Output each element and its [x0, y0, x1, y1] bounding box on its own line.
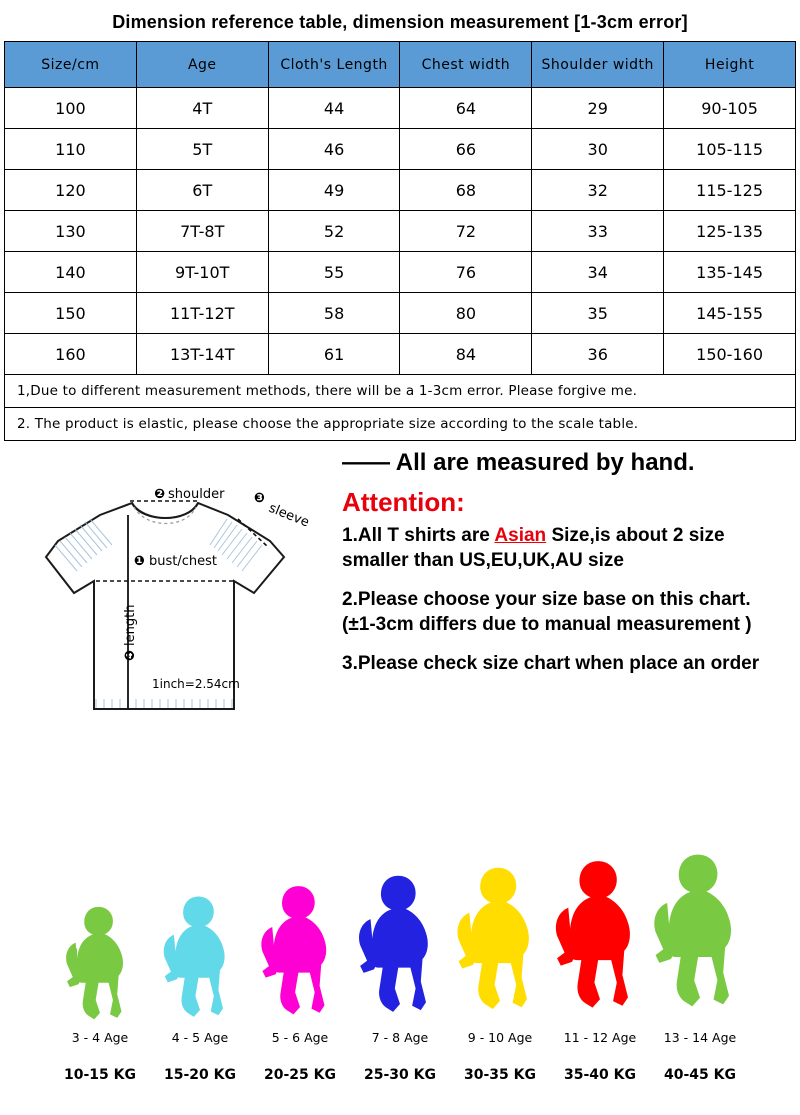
cell-chest-width: 66 [400, 129, 532, 170]
asian-highlight: Asian [494, 525, 547, 546]
attention-title: Attention: [342, 487, 465, 517]
cell-height: 135-145 [664, 252, 796, 293]
cell-age: 5T [136, 129, 268, 170]
bullet-1-part-a: 1.All T shirts are [342, 525, 495, 546]
age-weight-chart [0, 818, 800, 1115]
cell-chest-width: 68 [400, 170, 532, 211]
child-figure-icon [57, 901, 143, 1023]
table-row [5, 129, 796, 170]
svg-text:❹: ❹ [123, 649, 138, 661]
cell-shoulder-width: 29 [532, 88, 664, 129]
size-chart-section [0, 0, 800, 441]
cell-cloth-length: 46 [268, 129, 400, 170]
cell-height: 105-115 [664, 129, 796, 170]
cell-cloth-length: 61 [268, 334, 400, 375]
age-label: 3 - 4 Age [71, 1030, 129, 1045]
bullet-choose-size: 2.Please choose your size base on this chart.(±1-3cm differs due to manual measurement ) [342, 589, 752, 636]
table-row [5, 170, 796, 211]
cell-size: 120 [5, 170, 137, 211]
kid-silhouette-4-5 [150, 888, 250, 1023]
cell-height: 115-125 [664, 170, 796, 211]
svg-text:1inch=2.54cm: 1inch=2.54cm [152, 677, 240, 691]
column-header-age: Age [136, 42, 268, 88]
weight-label: 35-40 KG [564, 1067, 636, 1083]
cell-age: 4T [136, 88, 268, 129]
age-label: 5 - 6 Age [271, 1030, 329, 1045]
weight-label-row [0, 1045, 800, 1083]
column-header-shoulder-width: Shoulder width [532, 42, 664, 88]
cell-cloth-length: 49 [268, 170, 400, 211]
age-label: 11 - 12 Age [563, 1030, 637, 1045]
svg-text:❶: ❶ [134, 554, 146, 569]
size-table [4, 41, 796, 375]
weight-label: 15-20 KG [164, 1067, 236, 1083]
svg-text:length: length [123, 604, 138, 646]
child-figure-icon [642, 835, 758, 1023]
svg-text:❷: ❷ [154, 487, 166, 502]
child-figure-icon [348, 862, 452, 1023]
svg-text:bust/chest: bust/chest [149, 554, 217, 569]
cell-height: 145-155 [664, 293, 796, 334]
cell-age: 11T-12T [136, 293, 268, 334]
cell-height: 125-135 [664, 211, 796, 252]
kid-silhouette-7-8 [350, 862, 450, 1023]
cell-cloth-length: 58 [268, 293, 400, 334]
table-row [5, 293, 796, 334]
measured-by-hand-note: —— All are measured by hand. [342, 449, 695, 476]
table-header-row [5, 42, 796, 88]
column-header-size: Size/cm [5, 42, 137, 88]
silhouette-row [0, 818, 800, 1023]
child-figure-icon [251, 875, 349, 1023]
bullet-1-part-b: Size,is about 2 size smaller than US,EU,UK,AU size [342, 525, 725, 572]
cell-size: 140 [5, 252, 137, 293]
attention-bullets [342, 523, 762, 690]
cell-shoulder-width: 30 [532, 129, 664, 170]
weight-label: 25-30 KG [364, 1067, 436, 1083]
note-measurement-error: 1,Due to different measurement methods, there will be a 1-3cm error. Please forgive me. [5, 375, 795, 408]
cell-height: 150-160 [664, 334, 796, 375]
kid-silhouette-9-10 [450, 851, 550, 1023]
kid-silhouette-5-6 [250, 875, 350, 1023]
cell-age: 7T-8T [136, 211, 268, 252]
cell-cloth-length: 44 [268, 88, 400, 129]
cell-cloth-length: 55 [268, 252, 400, 293]
kid-silhouette-13-14 [650, 835, 750, 1023]
cell-shoulder-width: 35 [532, 293, 664, 334]
cell-chest-width: 64 [400, 88, 532, 129]
weight-label: 20-25 KG [264, 1067, 336, 1083]
child-figure-icon [154, 888, 246, 1023]
cell-height: 90-105 [664, 88, 796, 129]
table-row [5, 334, 796, 375]
cell-cloth-length: 52 [268, 211, 400, 252]
weight-label: 30-35 KG [464, 1067, 536, 1083]
page-title: Dimension reference table, dimension measurement [1-3cm error] [112, 12, 688, 32]
cell-size: 100 [5, 88, 137, 129]
bullet-asian-size [342, 523, 762, 573]
attention-section [0, 445, 800, 775]
column-header-cloth-length: Cloth's Length [268, 42, 400, 88]
cell-age: 13T-14T [136, 334, 268, 375]
cell-shoulder-width: 33 [532, 211, 664, 252]
age-label: 13 - 14 Age [663, 1030, 737, 1045]
table-notes [4, 375, 796, 441]
kid-silhouette-3-4 [50, 901, 150, 1023]
weight-label: 10-15 KG [64, 1067, 136, 1083]
cell-chest-width: 84 [400, 334, 532, 375]
cell-size: 150 [5, 293, 137, 334]
kid-silhouette-11-12 [550, 843, 650, 1023]
note-elastic-product: 2. The product is elastic, please choose the appropriate size according to the scale table. [17, 416, 639, 432]
cell-chest-width: 76 [400, 252, 532, 293]
cell-age: 6T [136, 170, 268, 211]
svg-text:❸: ❸ [254, 491, 266, 506]
cell-size: 110 [5, 129, 137, 170]
age-label: 7 - 8 Age [371, 1030, 429, 1045]
cell-chest-width: 80 [400, 293, 532, 334]
svg-text:sleeve: sleeve [266, 500, 312, 531]
bullet-check-chart: 3.Please check size chart when place an order [342, 653, 760, 675]
svg-text:shoulder: shoulder [168, 487, 225, 502]
tshirt-measurement-diagram [22, 471, 332, 746]
table-row [5, 252, 796, 293]
cell-shoulder-width: 32 [532, 170, 664, 211]
age-label-row [0, 1023, 800, 1045]
age-label: 9 - 10 Age [467, 1030, 533, 1045]
table-row [5, 211, 796, 252]
column-header-chest-width: Chest width [400, 42, 532, 88]
child-figure-icon [544, 843, 656, 1023]
table-row [5, 88, 796, 129]
cell-shoulder-width: 34 [532, 252, 664, 293]
column-header-height: Height [664, 42, 796, 88]
cell-size: 130 [5, 211, 137, 252]
cell-age: 9T-10T [136, 252, 268, 293]
child-figure-icon [446, 851, 554, 1023]
cell-chest-width: 72 [400, 211, 532, 252]
cell-size: 160 [5, 334, 137, 375]
cell-shoulder-width: 36 [532, 334, 664, 375]
age-label: 4 - 5 Age [171, 1030, 229, 1045]
weight-label: 40-45 KG [664, 1067, 736, 1083]
